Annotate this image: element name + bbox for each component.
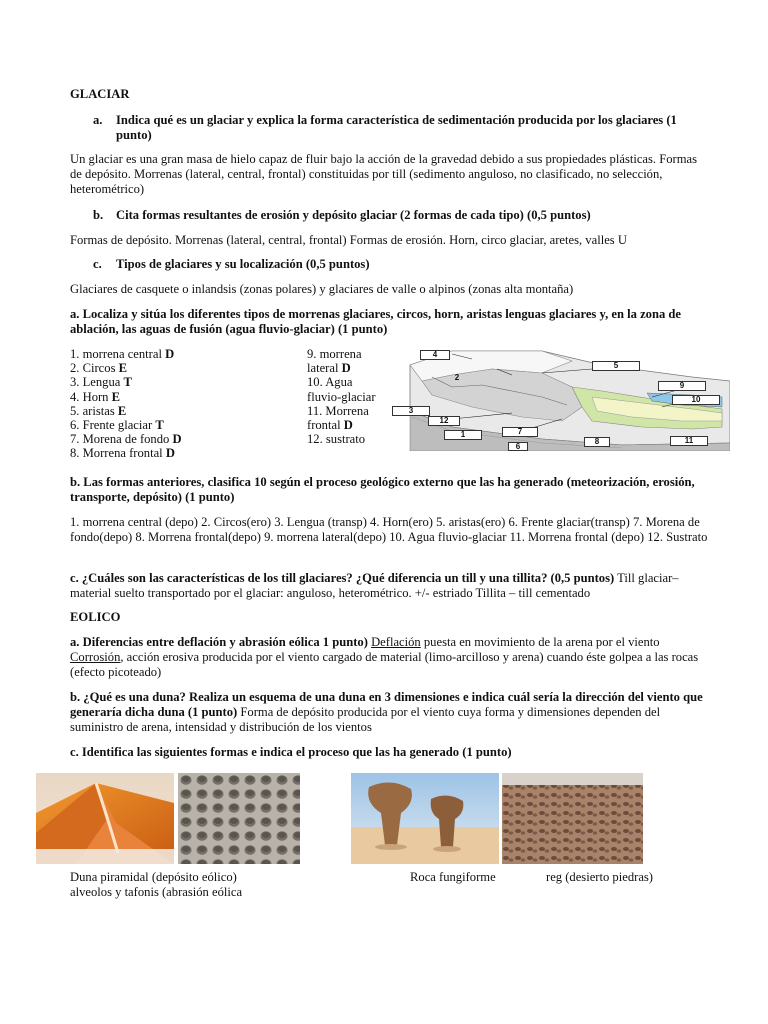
diagram-label: 6 [508, 442, 528, 451]
list-item: 11. Morrena frontal D [307, 403, 369, 433]
eolico-question-a: a. Diferencias entre deflación y abrasión eólica 1 punto) [70, 635, 368, 649]
question-text: Indica qué es un glaciar y explica la forma característica de sedimentación producida por los glaciares (1 punto) [116, 113, 677, 142]
photo-alveolos-tafonis [178, 773, 300, 864]
glacier-diagram [392, 347, 730, 451]
answer-2b: 1. morrena central (depo) 2. Circos(ero) 3. Lengua (transp) 4. Horn(ero) 5. aristas(ero) 6. Frente glaciar(transp) 7. Morena de fondo(depo) 8. Morrena frontal(depo) 9. morrena lateral(depo) 10. Agua fluvio-glaciar 11. Morrena frontal (depo) 12. Sustrato [70, 515, 708, 544]
answer-c: Glaciares de casquete o inlandsis (zonas polares) y glaciares de valle o alpinos (zonas alta montaña) [70, 282, 574, 296]
question-text: Tipos de glaciares y su localización (0,5 puntos) [116, 257, 370, 271]
list-item: 8. Morrena frontal D [70, 446, 175, 461]
photo-roca-fungiforme [351, 773, 499, 864]
question-2a: a. Localiza y sitúa los diferentes tipos de morrenas glaciares, circos, horn, aristas lenguas glaciares y, en la zona de ablación, las aguas de fusión (agua fluvio-glaciar) (1 punto) [70, 307, 681, 336]
eolico-question-b-block [70, 690, 710, 735]
question-2b: b. Las formas anteriores, clasifica 10 según el proceso geológico externo que las ha generado (meteorización, erosión, transporte, depósito) (1 punto) [70, 475, 695, 504]
caption-alveolos-tafonis: alveolos y tafonis (abrasión eólica [70, 885, 243, 899]
diagram-label: 2 [454, 373, 460, 382]
diagram-label: 4 [420, 350, 450, 360]
list-item: 6. Frente glaciar T [70, 418, 164, 433]
list-item: 5. aristas E [70, 403, 127, 418]
question-2c: c. ¿Cuáles son las características de los till glaciares? ¿Qué diferencia un till y una tillita? (0,5 puntos) [70, 571, 615, 585]
eolico-question-c: c. Identifica las siguientes formas e indica el proceso que las ha generado (1 punto) [70, 745, 512, 759]
question-text: Cita formas resultantes de erosión y depósito glaciar (2 formas de cada tipo) (0,5 puntos) [116, 208, 591, 222]
question-b [70, 208, 710, 223]
eolico-question-b: b. ¿Qué es una duna? Realiza un esquema de una duna en 3 dimensiones e indica cuál sería la dirección del viento que generaría dicha duna (1 punto) [70, 690, 703, 719]
legend-list-left [70, 347, 270, 461]
answer-2c: Till glaciar– material suelto transportado por el glaciar: anguloso, heterométrico. +/- estriado Tillita – till cementado [70, 571, 679, 600]
answer-b: Formas de depósito. Morrenas (lateral, central, frontal) Formas de erosión. Horn, circo glaciar, aretes, valles U [70, 233, 627, 247]
question-label: c. [93, 257, 102, 271]
list-item: 9. morrena lateral D [307, 347, 362, 376]
photo-reg-desert [502, 773, 643, 864]
question-a [70, 113, 710, 143]
term-deflacion: Deflación [371, 635, 421, 649]
diagram-label: 12 [428, 416, 460, 426]
term-corrosion: Corrosión [70, 650, 121, 664]
diagram-label: 10 [672, 395, 720, 405]
diagram-label: 5 [592, 361, 640, 371]
photo-pyramidal-dune [36, 773, 174, 864]
question-label: a. [93, 113, 103, 127]
list-item: 7. Morena de fondo D [70, 432, 182, 447]
diagram-label: 1 [444, 430, 482, 440]
deflacion-definition: puesta en movimiento de la arena por el viento [420, 635, 660, 649]
diagram-label: 8 [584, 437, 610, 447]
caption-reg: reg (desierto piedras) [546, 870, 653, 884]
question-2c-block [70, 571, 710, 601]
diagram-label: 3 [392, 406, 430, 416]
diagram-label: 11 [670, 436, 708, 446]
question-label: b. [93, 208, 104, 222]
eolico-question-a-block [70, 635, 710, 680]
list-item: 1. morrena central D [70, 347, 175, 361]
list-item: 4. Horn E [70, 389, 121, 404]
question-c [70, 257, 710, 272]
caption-duna-piramidal: Duna piramidal (depósito eólico) [70, 870, 237, 884]
diagram-label: 7 [502, 427, 538, 437]
list-item: 12. sustrato [307, 432, 366, 447]
eolico-answer-b: Forma de depósito producida por el viento cuya forma y dimensiones dependen del suministro de arena, intensidad y distribución de los vientos [70, 705, 661, 734]
section-heading-glaciar: GLACIAR [70, 87, 130, 101]
list-item: 2. Circos E [70, 361, 128, 376]
caption-roca-fungiforme: Roca fungiforme [410, 870, 496, 884]
legend-list-right [307, 347, 385, 446]
diagram-label: 9 [658, 381, 706, 391]
answer-a: Un glaciar es una gran masa de hielo capaz de fluir bajo la acción de la gravedad debido a sus propiedades plásticas. Formas de depósito. Morrenas (lateral, central, frontal) constituidas por till (sedimento anguloso, no clasificado, no selección, heterométrico) [70, 152, 698, 196]
corrosion-definition: , acción erosiva producida por el viento cargado de material (limo-arcilloso y arena) cuando éste golpea a las rocas (efecto picoteado) [70, 650, 699, 679]
list-item: 10. Agua fluvio-glaciar [307, 375, 376, 404]
list-item: 3. Lengua T [70, 375, 132, 390]
section-heading-eolico: EOLICO [70, 610, 121, 624]
